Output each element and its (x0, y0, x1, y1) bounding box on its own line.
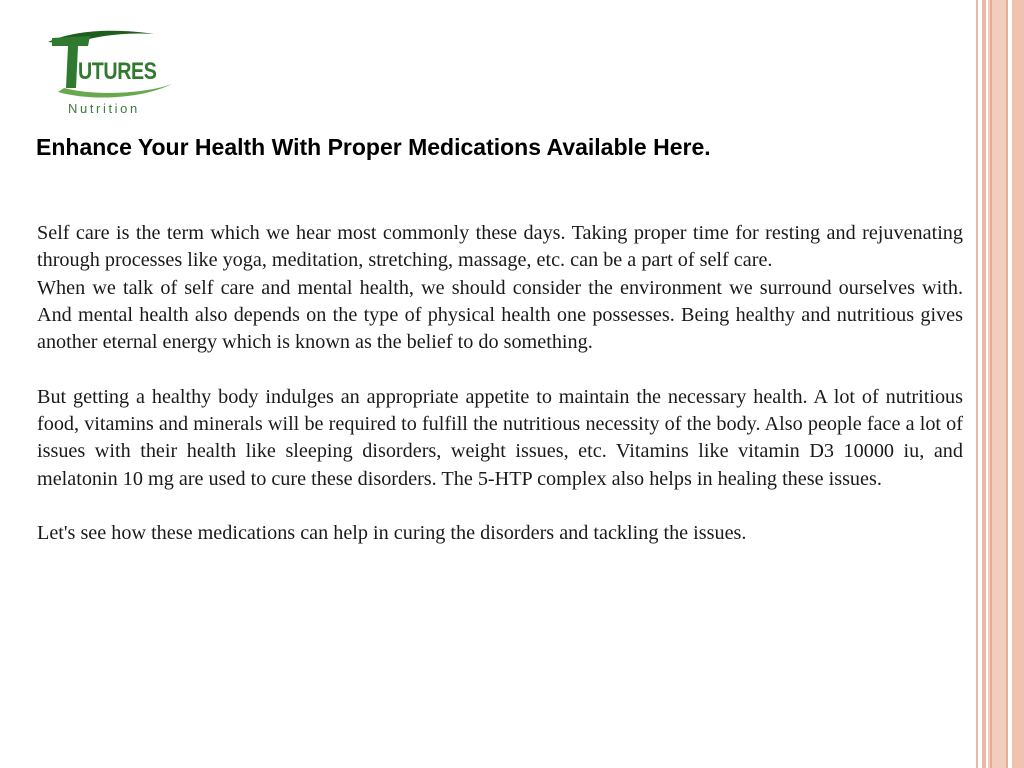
border-stripe (990, 0, 992, 768)
border-stripe (1006, 0, 1008, 768)
paragraph: Self care is the term which we hear most commonly these days. Taking proper time for resting and rejuvenating through processes like yoga, meditation, stretching, massage, etc. can be a part of self care. (37, 222, 963, 272)
paragraph-spacer (37, 356, 963, 383)
border-stripe (1012, 0, 1024, 768)
page-title: Enhance Your Health With Proper Medications Available Here. (36, 134, 711, 160)
logo-tagline: Nutrition (68, 101, 140, 116)
article-body (37, 220, 963, 548)
border-stripe (982, 0, 986, 768)
logo-wordmark: UTURES (78, 58, 157, 85)
paragraph: Let's see how these medications can help in curing the disorders and tackling the issues. (37, 522, 747, 545)
paragraph: When we talk of self care and mental health, we should consider the environment we surround ourselves with. And mental health also depends on the type of physical health one possesses. Being healthy and nutritious gives another eternal energy which is known as the belief to do something. (37, 276, 963, 354)
futures-nutrition-logo (44, 28, 174, 120)
paragraph-spacer (37, 493, 963, 520)
decorative-border (976, 0, 1024, 768)
border-stripe (976, 0, 978, 768)
paragraph: But getting a healthy body indulges an appropriate appetite to maintain the necessary health. A lot of nutritious food, vitamins and minerals will be required to fulfill the nutritious necessity of the body. Also people face a lot of issues with their health like sleeping disorders, weight issues, etc. Vitamins like vitamin D3 10000 iu, and melatonin 10 mg are used to cure these disorders. The 5-HTP complex also helps in healing these issues. (37, 385, 963, 490)
